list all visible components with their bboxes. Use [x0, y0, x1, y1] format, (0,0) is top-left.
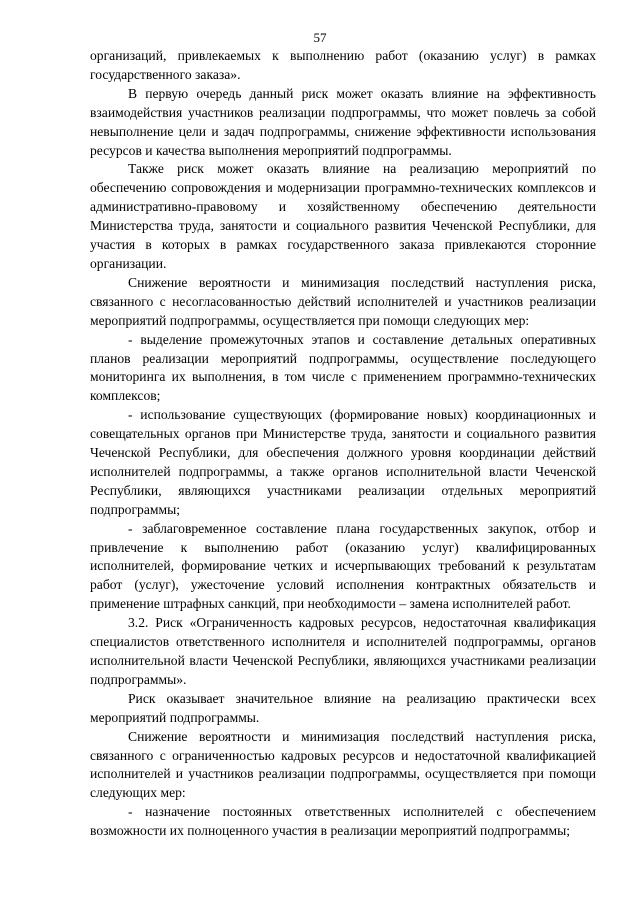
paragraph-risk-support: Также риск может оказать влияние на реализацию мероприятий по обеспечению сопровождения и модернизации программно-технических комплексов и административно-правовому и хозяйственному обеспечению деятельности Министерства труда, занятости и социального развития Чеченской Республики, для участия в которых в рамках государственного заказа привлекаются сторонние организации.	[90, 161, 596, 271]
paragraph-risk-impact: В первую очередь данный риск может оказать влияние на эффективность взаимодействия участников реализации подпрограммы, что может повлечь за собой невыполнение цели и задач подпрограммы, снижение эффективности использования ресурсов и качества выполнения мероприятий подпрограммы.	[90, 85, 596, 158]
document-body	[90, 47, 596, 841]
paragraph-mitigation-intro: Снижение вероятности и минимизация последствий наступления риска, связанного с несогласованностью действий исполнителей и участников реализации мероприятий подпрограммы, осуществляется при помощи следующих мер:	[90, 274, 596, 328]
paragraph-risk-3-2: 3.2. Риск «Ограниченность кадровых ресурсов, недостаточная квалификация специалистов ответственного исполнителя и исполнителей подпрограммы, органов исполнительной власти Чеченской Республики, являющихся участниками реализации подпрограммы».	[90, 615, 596, 687]
list-item-measure-plans: - выделение промежуточных этапов и составление детальных оперативных планов реализации мероприятий подпрограммы, осуществление последующего мониторинга их выполнения, в том числе с применением программно-технических комплексов;	[90, 331, 596, 404]
paragraph-risk-influence: Риск оказывает значительное влияние на реализацию практически всех мероприятий подпрограммы.	[90, 690, 596, 725]
list-item-measure-coordination: - использование существующих (формирование новых) координационных и совещательных органов при Министерстве труда, занятости и социального развития Чеченской Республики, для обеспечения должного уровня координации действий исполнителей подпрограммы, а также органов исполнительной власти Чеченской Республики, являющихся участниками реализации отдельных мероприятий подпрограммы;	[90, 407, 596, 517]
page-number: 57	[313, 30, 327, 45]
paragraph-mitigation-intro-2: Снижение вероятности и минимизация последствий наступления риска, связанного с ограниченностью кадровых ресурсов и недостаточной квалификацией исполнителей и участников реализации подпрограммы, осуществляется при помощи следующих мер:	[90, 728, 596, 801]
list-item-measure-staffing: - назначение постоянных ответственных исполнителей с обеспечением возможности их полноценного участия в реализации мероприятий подпрограммы;	[90, 804, 596, 839]
list-item-measure-procurement: - заблаговременное составление плана государственных закупок, отбор и привлечение к выполнению работ (оказанию услуг) квалифицированных исполнителей, формирование четких и исчерпывающих требований к результатам работ (услуг), ужесточение условий исполнения контрактных обязательств и применение штрафных санкций, при необходимости – замена исполнителей работ.	[90, 520, 596, 612]
paragraph-continuation: организаций, привлекаемых к выполнению работ (оказанию услуг) в рамках государственного заказа».	[90, 48, 596, 82]
